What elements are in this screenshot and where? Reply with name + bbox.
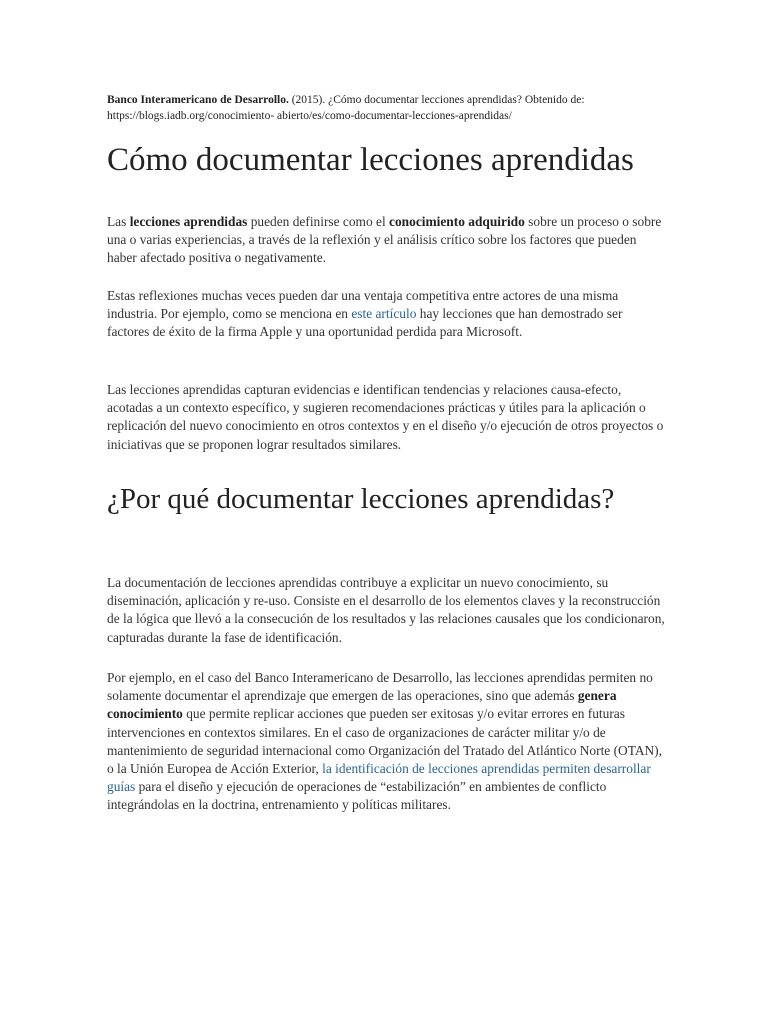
citation-author: Banco Interamericano de Desarrollo. [107,94,289,106]
text: para el diseño y ejecución de operaciones de “estabilización” en ambientes de conflicto integrándolas en la doctrina, entrenamiento y políticas militares. [107,779,607,813]
citation-text: (2015). ¿Cómo documentar lecciones aprendidas? Obtenido de: https://blogs.iadb.org/conocimiento- abierto/es/como-documentar-lecciones-aprendidas/ [107,94,585,122]
paragraph-evidence: Las lecciones aprendidas capturan evidencias e identifican tendencias y relaciones causa-efecto, acotadas a un contexto específico, y sugieren recomendaciones prácticas y útiles para la aplicación o replicación del nuevo conocimiento en otros contextos y en el diseño y/o ejecución de otros proyectos o iniciativas que se proponen lograr resultados similares. [107,382,664,452]
bold-term: conocimiento adquirido [389,214,525,229]
text: pueden definirse como el [247,214,390,229]
article-link[interactable]: este artículo [351,306,417,322]
text: Las [107,214,130,229]
paragraph-competitive [107,287,667,342]
section-heading: ¿Por qué documentar lecciones aprendidas? [107,483,615,515]
bold-term: genera conocimiento [107,688,617,722]
bold-term: lecciones aprendidas [129,214,248,229]
text: que permite replicar acciones que pueden ser exitosas y/o evitar errores en futuras intervenciones en contextos similares. En el caso de organizaciones de carácter militar y/o de mantenimiento de seguridad internacional como Organización del Tratado del Atlántico Norte (OTAN), o la Unión Europea de Acción Exterior, [107,706,662,777]
paragraph-example [107,669,667,815]
paragraph-documentation: La documentación de lecciones aprendidas contribuye a explicitar un nuevo conocimiento, su diseminación, aplicación y re-uso. Consiste en el desarrollo de los elementos claves y la reconstrucción de la lógica que llevó a la consecución de los resultados y las relaciones causales que los condicionaron, capturadas durante la fase de identificación. [107,575,665,645]
text: sobre un proceso o sobre una o varias experiencias, a través de la reflexión y el análisis crítico sobre los factores que pueden haber afectado positiva o negativamente. [107,214,662,266]
text: hay lecciones que han demostrado ser factores de éxito de la firma Apple y una oportunidad perdida para Microsoft. [107,306,623,340]
guides-link[interactable]: la identificación de lecciones aprendidas permiten desarrollar guías [107,761,651,795]
citation [107,92,667,124]
text: Por ejemplo, en el caso del Banco Interamericano de Desarrollo, las lecciones aprendidas permiten no solamente documentar el aprendizaje que emergen de las operaciones, sino que además [107,670,653,704]
paragraph-definition [107,213,667,268]
page-title: Cómo documentar lecciones aprendidas [107,142,634,178]
text: Estas reflexiones muchas veces pueden dar una ventaja competitiva entre actores de una misma industria. Por ejemplo, como se menciona en [107,288,619,322]
